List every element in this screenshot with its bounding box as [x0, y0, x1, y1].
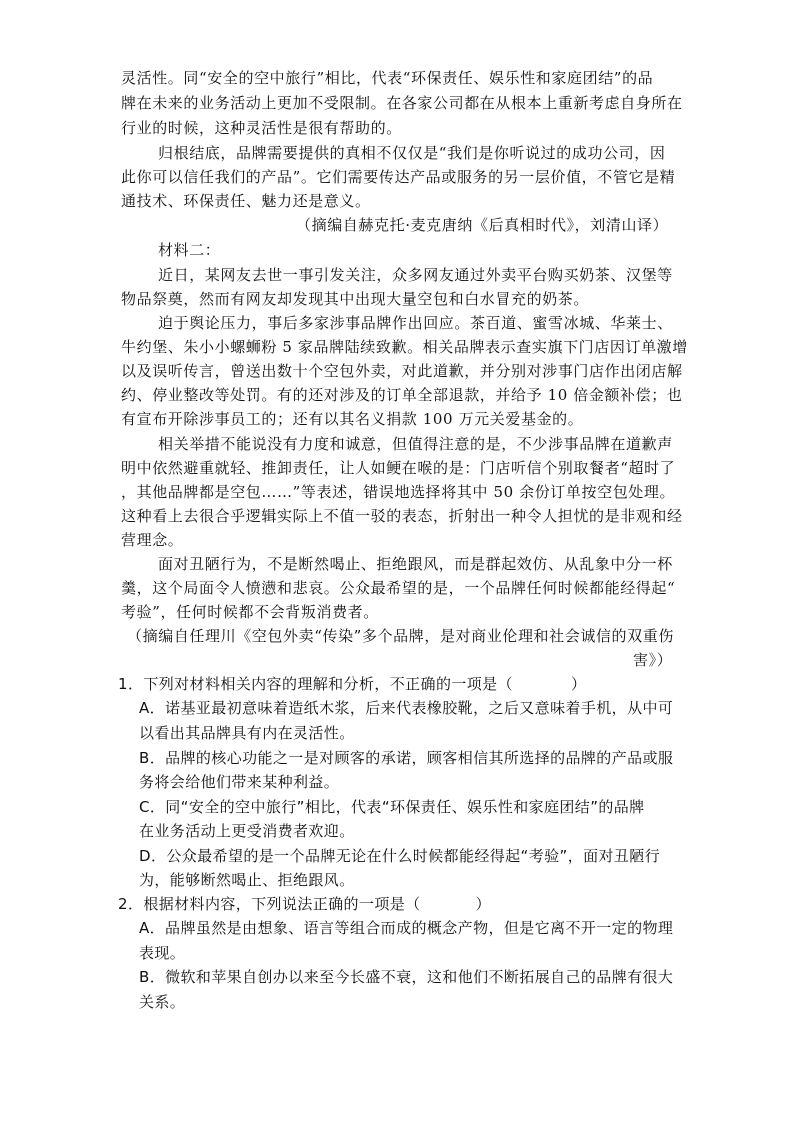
passage-line: 迫于舆论压力，事后多家涉事品牌作出回应。茶百道、蜜雪冰城、华莱士、: [158, 314, 673, 332]
passage-line: 归根结底，品牌需要提供的真相不仅仅是“我们是你听说过的成功公司，因: [158, 144, 666, 162]
passage-line: ，其他品牌都是空包……”等表述，错误地选择将其中 50 余份订单按空包处理。: [121, 483, 676, 501]
passage-line: 相关举措不能说没有力度和诚意，但值得注意的是，不少涉事品牌在道歉声: [158, 435, 673, 453]
passage-line: 明中依然避重就轻、推卸责任，让人如鲠在喉的是：门店听信个别取餐者“超时了: [121, 459, 676, 477]
option-a-cont: 以看出其品牌具有内在灵活性。: [139, 724, 355, 742]
option-a-cont: 表现。: [139, 944, 186, 962]
passage-line: 羹，这个局面令人愤懑和悲哀。公众最希望的是，一个品牌任何时候都能经得起“: [121, 579, 676, 597]
option-b-cont: 关系。: [139, 993, 186, 1011]
question-stem-close: ）: [475, 895, 491, 913]
option-c-cont: 在业务活动上更受消费者欢迎。: [139, 822, 355, 840]
material-label: 材料二：: [158, 241, 221, 259]
option-b: B．品牌的核心功能之一是对顾客的承诺，顾客相信其所选择的品牌的产品或服: [139, 749, 674, 767]
passage-line: 通技术、环保责任、魅力还是意义。: [121, 192, 371, 210]
passage-line: 物品祭奠，然而有网友却发现其中出现大量空包和白水冒充的奶茶。: [121, 290, 590, 308]
question-stem-text: 1．下列对材料相关内容的理解和分析，不正确的一项是（: [118, 675, 513, 693]
option-b-cont: 务将会给他们带来某种利益。: [139, 773, 340, 791]
passage-line: 面对丑陋行为，不是断然喝止、拒绝跟风，而是群起效仿、从乱象中分一杯: [158, 555, 673, 573]
passage-line: 牌在未来的业务活动上更加不受限制。在各家公司都在从根本上重新考虑自身所在: [121, 94, 683, 112]
question-stem-text: 2．根据材料内容，下列说法正确的一项是（: [118, 895, 421, 913]
passage-line: 灵活性。同“安全的空中旅行”相比，代表“环保责任、娱乐性和家庭团结”的品: [121, 69, 654, 87]
source-citation: 害》）: [633, 651, 673, 669]
question-stem: [118, 673, 586, 694]
passage-line: 以及误听传言，曾送出数十个空包外卖，对此道歉，并分别对涉事门店作出闭店解: [121, 362, 683, 380]
source-citation: （摘编自任理川《空包外卖“传染”多个品牌，是对商业伦理和社会诚信的双重伤: [127, 627, 674, 645]
option-c: C．同“安全的空中旅行”相比，代表“环保责任、娱乐性和家庭团结”的品牌: [139, 798, 645, 816]
option-d: D．公众最希望的是一个品牌无论在什么时候都能经得起“考验”，面对丑陋行: [139, 847, 661, 865]
option-b: B．微软和苹果自创办以来至今长盛不衰，这和他们不断拓展自己的品牌有很大: [139, 968, 674, 986]
source-citation: （摘编自赫克托·麦克唐纳《后真相时代》，刘清山译）: [296, 216, 669, 234]
passage-line: 营理念。: [121, 531, 184, 549]
option-a: A．诺基亚最初意味着造纸木浆，后来代表橡胶靴，之后又意味着手机，从中可: [139, 699, 674, 717]
passage-line: 约、停业整改等处罚。有的还对涉及的订单全部退款，并给予 10 倍金额补偿；也: [121, 386, 683, 404]
option-d-cont: 为，能够断然喝止、拒绝跟风。: [139, 871, 355, 889]
passage-line: 行业的时候，这种灵活性是很有帮助的。: [121, 119, 402, 137]
passage-line: 这种看上去很合乎逻辑实际上不值一驳的表态，折射出一种令人担忧的是非观和经: [121, 507, 683, 525]
option-a: A．品牌虽然是由想象、语言等组合而成的概念产物，但是它离不开一定的物理: [139, 919, 674, 937]
passage-line: 近日，某网友去世一事引发关注，众多网友通过外卖平台购买奶茶、汉堡等: [158, 266, 673, 284]
question-stem-close: ）: [570, 675, 587, 693]
passage-line: 有宣布开除涉事员工的；还有以其名义捐款 100 万元关爱基金的。: [121, 410, 584, 428]
passage-line: 考验”，任何时候都不会背叛消费者。: [121, 603, 379, 621]
passage-line: 牛约堡、朱小小螺蛳粉 5 家品牌陆续致歉。相关品牌表示查实旗下门店因订单激增: [121, 338, 688, 356]
passage-line: 此你可以信任我们的产品”。它们需要传达产品或服务的另一层价值，不管它是精: [121, 168, 676, 186]
question-stem: [118, 893, 491, 914]
